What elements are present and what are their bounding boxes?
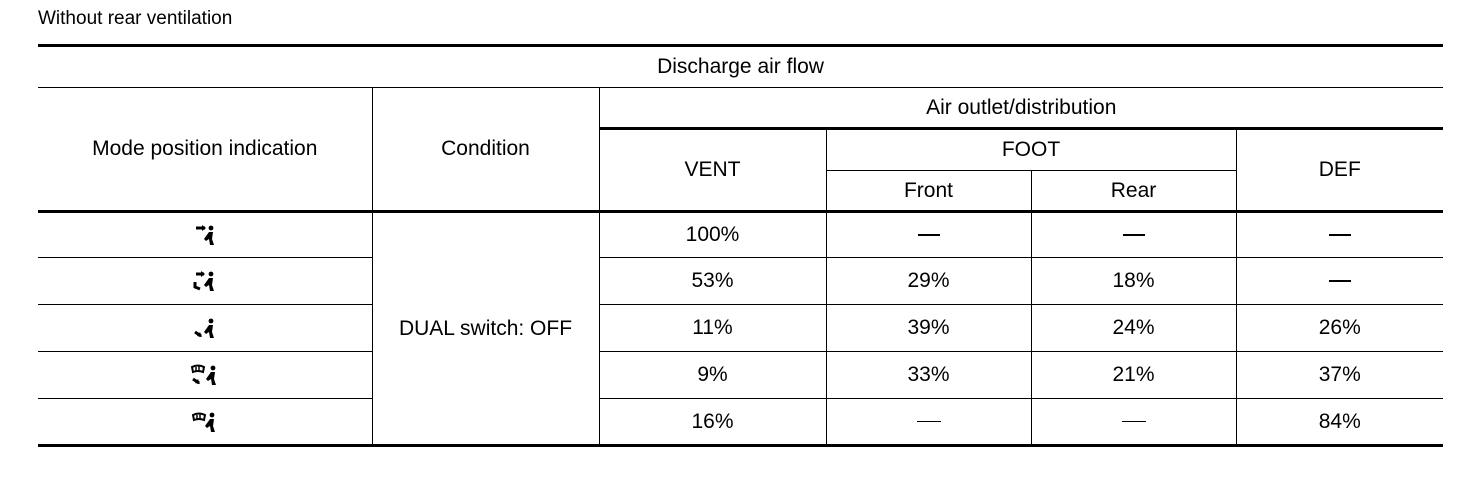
vent-cell: 53% [599, 258, 826, 305]
header-air-outlet: Air outlet/distribution [599, 88, 1443, 129]
dash-mark [1329, 234, 1351, 236]
foot-defrost-mode-icon [190, 363, 220, 387]
header-condition: Condition [372, 88, 599, 212]
mode-cell [38, 258, 372, 305]
dash-mark [1122, 421, 1146, 422]
rear-cell [1031, 212, 1236, 258]
foot-mode-icon [192, 316, 218, 340]
header-foot-rear: Rear [1031, 171, 1236, 212]
dash-mark [1123, 234, 1145, 236]
vent-cell: 100% [599, 212, 826, 258]
section-heading: Without rear ventilation [38, 8, 233, 29]
dash-mark [1329, 280, 1351, 282]
discharge-air-flow-table [38, 44, 1443, 447]
table-row [38, 352, 1443, 399]
defrost-mode-icon [191, 410, 219, 434]
mode-cell [38, 399, 372, 446]
condition-cell: DUAL switch: OFF [372, 212, 599, 446]
header-mode-position: Mode position indication [38, 88, 372, 212]
mode-cell [38, 352, 372, 399]
header-vent: VENT [599, 129, 826, 212]
mode-cell [38, 305, 372, 352]
vent-cell: 16% [599, 399, 826, 446]
table-row [38, 305, 1443, 352]
rear-cell [1031, 399, 1236, 446]
def-cell: 26% [1236, 305, 1443, 352]
vent-mode-icon [192, 223, 218, 247]
def-cell: 37% [1236, 352, 1443, 399]
rear-cell: 18% [1031, 258, 1236, 305]
front-cell: 39% [826, 305, 1031, 352]
def-cell [1236, 258, 1443, 305]
def-cell: 84% [1236, 399, 1443, 446]
bi-level-mode-icon [192, 269, 218, 293]
def-cell [1236, 212, 1443, 258]
vent-cell: 11% [599, 305, 826, 352]
header-foot: FOOT [826, 129, 1236, 171]
table-row [38, 399, 1443, 446]
header-foot-front: Front [826, 171, 1031, 212]
mode-cell [38, 212, 372, 258]
front-cell: 29% [826, 258, 1031, 305]
rear-cell: 21% [1031, 352, 1236, 399]
front-cell [826, 212, 1031, 258]
vent-cell: 9% [599, 352, 826, 399]
table-title: Discharge air flow [38, 46, 1443, 88]
front-cell: 33% [826, 352, 1031, 399]
header-def: DEF [1236, 129, 1443, 212]
dash-mark [917, 421, 941, 422]
front-cell [826, 399, 1031, 446]
table-row [38, 258, 1443, 305]
table-row [38, 212, 1443, 258]
dash-mark [918, 234, 940, 236]
rear-cell: 24% [1031, 305, 1236, 352]
